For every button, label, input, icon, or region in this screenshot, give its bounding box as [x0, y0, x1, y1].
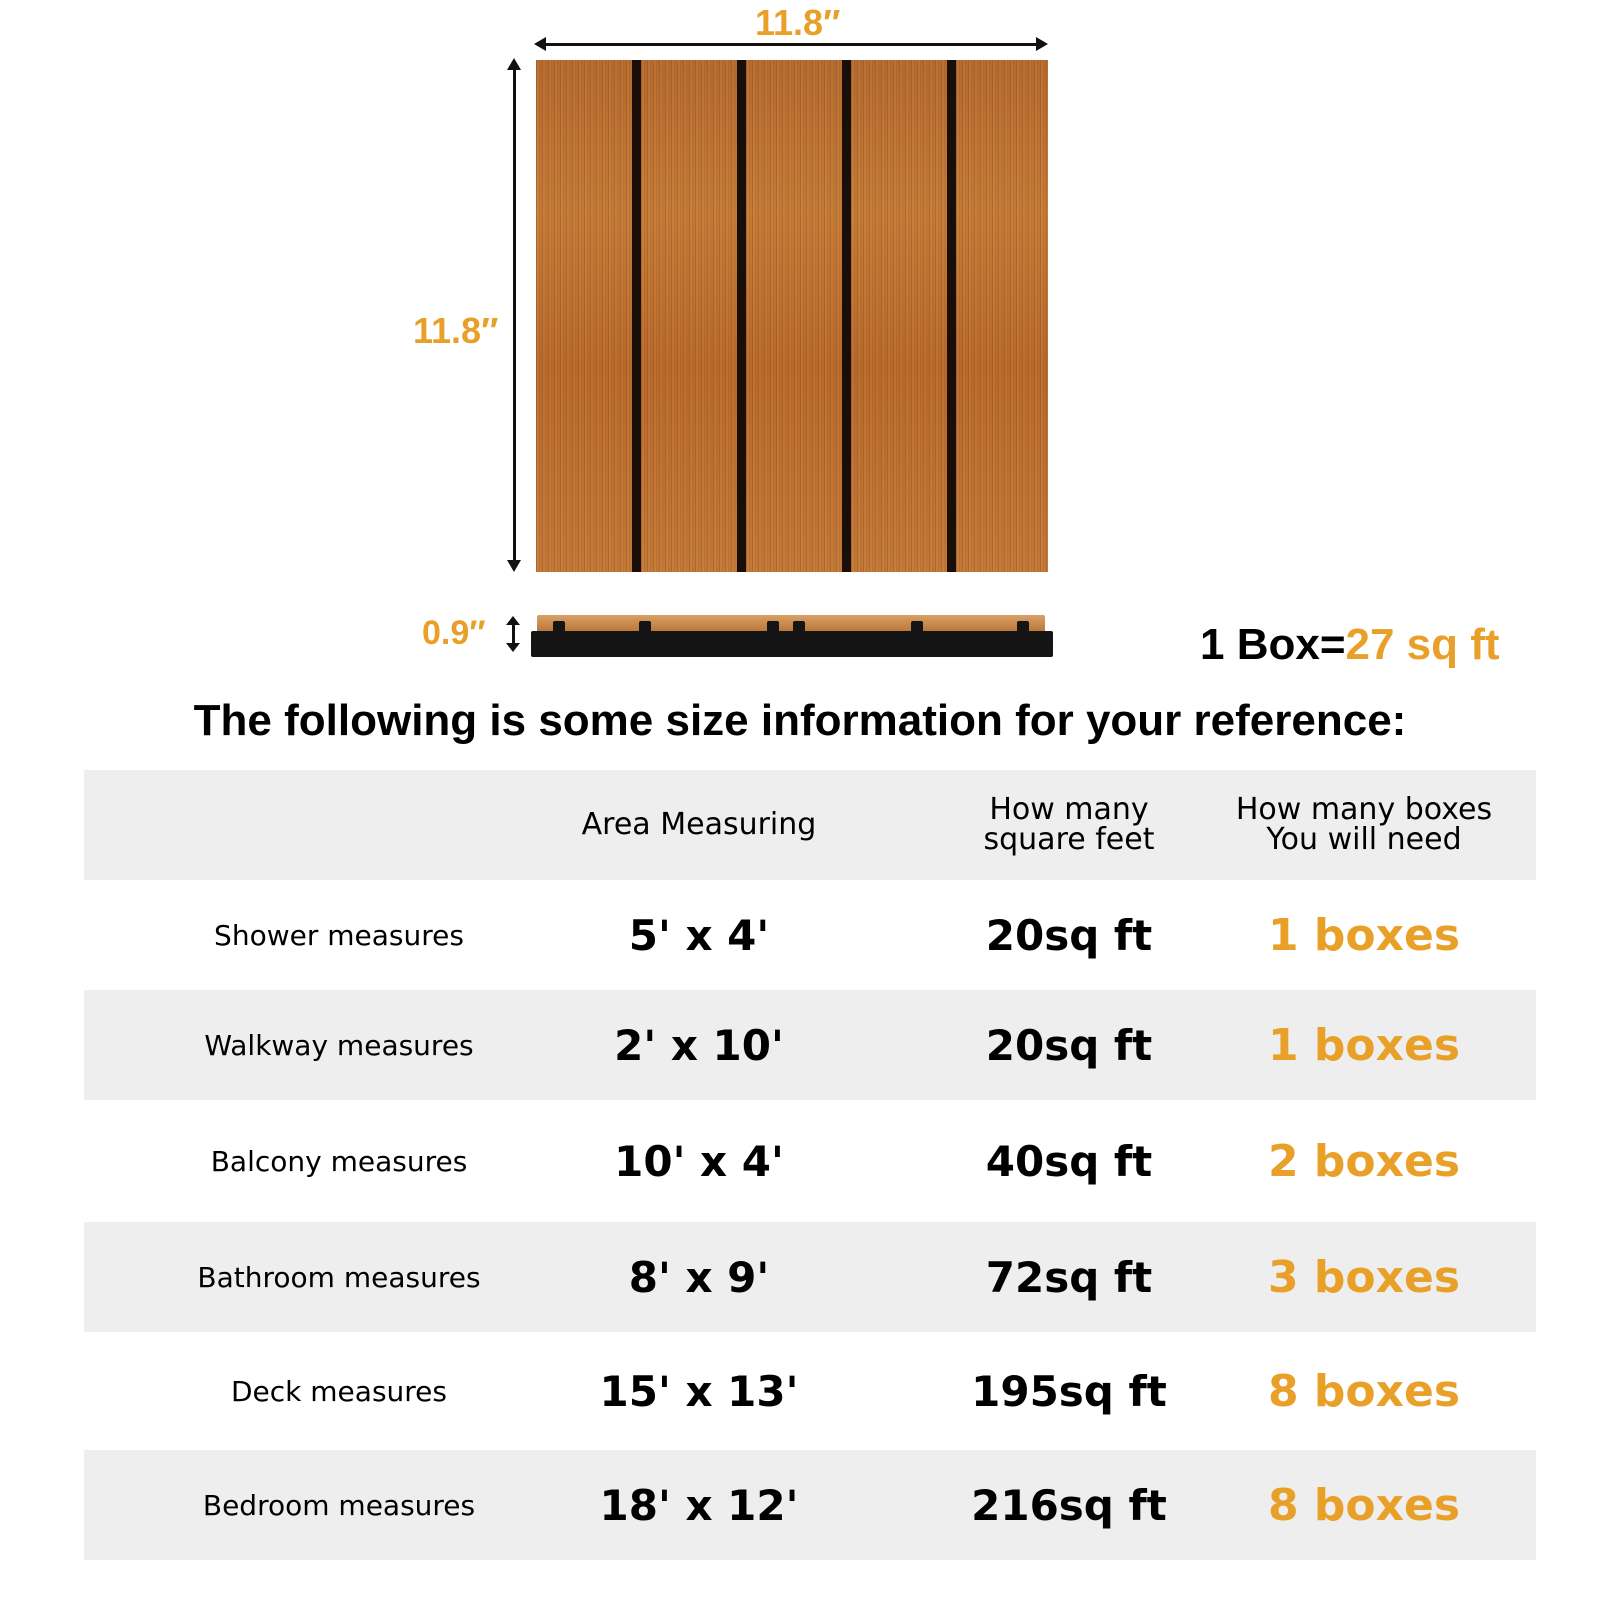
base-clip	[767, 621, 779, 635]
table-row	[84, 1450, 1536, 1560]
row-label: Bathroom measures	[197, 1260, 481, 1294]
arrow-right-icon	[1036, 37, 1048, 51]
table-row	[84, 880, 1536, 990]
row-boxes: 3 boxes	[1267, 1251, 1461, 1303]
header-area-text: Area Measuring	[581, 807, 817, 842]
box-coverage-value: 27 sq ft	[1345, 620, 1500, 669]
row-sqft: 20sq ft	[985, 1020, 1153, 1070]
plank	[746, 60, 842, 572]
table-row	[84, 990, 1536, 1100]
header-boxes-line2: You will need	[1266, 822, 1462, 857]
arrow-left-icon	[534, 37, 546, 51]
row-area: 2' x 10'	[614, 1020, 784, 1070]
arrow-up-icon	[506, 616, 520, 625]
base-clip	[1017, 621, 1029, 635]
base-clip	[911, 621, 923, 635]
box-coverage	[1200, 620, 1500, 670]
row-sqft: 20sq ft	[985, 910, 1153, 960]
height-dimension-line	[513, 66, 516, 566]
row-sqft: 195sq ft	[971, 1366, 1167, 1416]
arrow-up-icon	[507, 58, 521, 70]
row-area: 15' x 13'	[599, 1366, 799, 1416]
thickness-dimension-line	[512, 624, 515, 644]
plank	[536, 60, 632, 572]
width-label: 11.8″	[755, 2, 841, 43]
row-label: Deck measures	[230, 1374, 447, 1408]
plank-gap	[842, 60, 851, 572]
plank-gap	[947, 60, 956, 572]
header-area-measuring	[524, 770, 874, 880]
row-area: 10' x 4'	[614, 1136, 784, 1186]
row-sqft: 72sq ft	[985, 1252, 1153, 1302]
row-label: Bedroom measures	[202, 1488, 476, 1522]
plank-gap	[632, 60, 641, 572]
row-boxes: 1 boxes	[1267, 1019, 1461, 1071]
row-boxes: 1 boxes	[1267, 909, 1461, 961]
row-boxes: 2 boxes	[1267, 1135, 1461, 1187]
row-area: 5' x 4'	[628, 910, 770, 960]
arrow-down-icon	[507, 560, 521, 572]
box-coverage-prefix: 1 Box=	[1200, 620, 1346, 669]
header-sqft-line2: square feet	[983, 822, 1155, 857]
height-label: 11.8″	[413, 310, 499, 351]
header-boxes-line1: How many boxes	[1235, 792, 1493, 827]
base-clip	[639, 621, 651, 635]
table-row	[84, 1222, 1536, 1332]
row-sqft: 216sq ft	[971, 1480, 1167, 1530]
table-header-row	[84, 770, 1536, 880]
size-reference-table	[84, 770, 1536, 1560]
row-area: 8' x 9'	[628, 1252, 770, 1302]
table-row	[84, 1332, 1536, 1450]
row-label: Shower measures	[214, 918, 464, 952]
arrow-down-icon	[506, 643, 520, 652]
wood-tile-top-view	[536, 60, 1048, 572]
row-label: Walkway measures	[204, 1028, 474, 1062]
plank	[641, 60, 737, 572]
base-clip	[553, 621, 565, 635]
row-boxes: 8 boxes	[1267, 1365, 1461, 1417]
size-info-headline: The following is some size information for your reference:	[193, 696, 1407, 745]
header-boxes-needed	[1174, 770, 1554, 880]
plank	[851, 60, 947, 572]
header-sqft-line1: How many	[989, 792, 1149, 827]
plank	[956, 60, 1048, 572]
plank-gap	[737, 60, 746, 572]
row-sqft: 40sq ft	[985, 1136, 1153, 1186]
wood-tile-side-view	[531, 615, 1053, 659]
row-area: 18' x 12'	[599, 1480, 799, 1530]
table-row	[84, 1100, 1536, 1222]
row-label: Balcony measures	[210, 1144, 468, 1178]
base-clip	[793, 621, 805, 635]
row-boxes: 8 boxes	[1267, 1479, 1461, 1531]
thickness-label: 0.9″	[422, 614, 486, 652]
tile-side-plastic-base	[531, 631, 1053, 657]
